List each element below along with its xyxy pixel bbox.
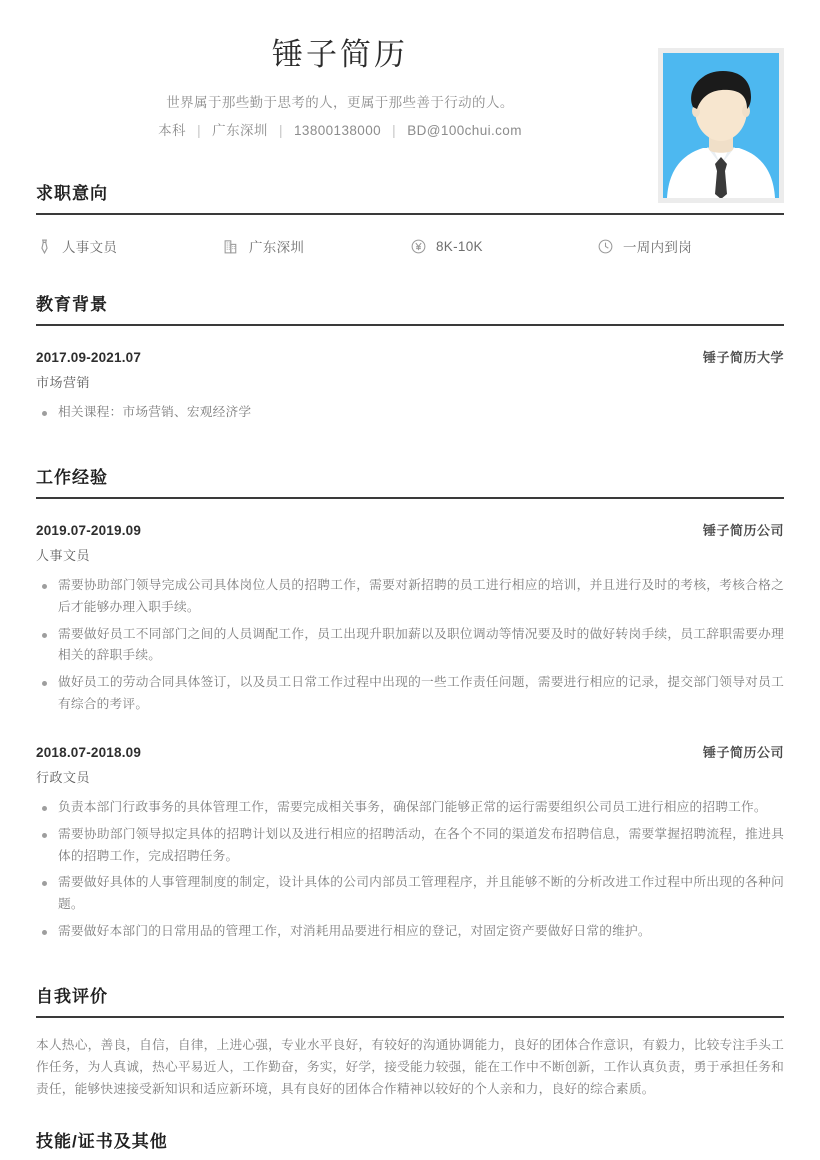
work-date: 2019.07-2019.09 — [36, 522, 142, 538]
contact-separator: | — [392, 123, 397, 139]
list-item: 做好员工的劳动合同具体签订，以及员工日常工作过程中出现的一些工作责任问题，需要进行相应的记录，提交部门领导对员工有综合的考评。 — [36, 672, 784, 716]
section-title-job-intent: 求职意向 — [36, 184, 108, 203]
spacer — [36, 429, 784, 459]
job-intent-location — [223, 236, 410, 256]
yen-icon — [410, 238, 427, 255]
tie-icon — [36, 238, 53, 255]
work-date: 2018.07-2018.09 — [36, 744, 142, 760]
work-position: 行政文员 — [36, 769, 91, 785]
section-self-evaluation — [36, 982, 784, 1101]
contact-location: 广东深圳 — [212, 123, 268, 139]
section-work-experience — [36, 463, 784, 943]
work-entry — [36, 499, 784, 716]
contact-email: BD@100chui.com — [407, 123, 522, 139]
work-bullets — [36, 797, 784, 943]
spacer — [36, 1101, 784, 1123]
list-item: 需要协助部门领导完成公司具体岗位人员的招聘工作，需要对新招聘的员工进行相应的培训，并且进行及时的考核，考核合格之后才能够办理入职手续。 — [36, 575, 784, 619]
work-company: 锤子简历公司 — [702, 522, 784, 538]
education-bullets — [36, 402, 784, 424]
job-intent-salary-label: 8K-10K — [436, 238, 483, 254]
education-entry — [36, 326, 784, 424]
resume-header — [36, 0, 784, 175]
work-entry — [36, 721, 784, 943]
work-company: 锤子简历公司 — [702, 744, 784, 760]
work-position: 人事文员 — [36, 547, 91, 563]
personal-motto: 世界属于那些勤于思考的人，更属于那些善于行动的人。 — [166, 94, 514, 110]
job-intent-position-label: 人事文员 — [62, 240, 118, 255]
section-divider — [36, 1016, 784, 1018]
job-intent-row — [36, 215, 784, 286]
contact-education-level: 本科 — [158, 123, 186, 139]
candidate-name: 锤子简历 — [272, 37, 408, 72]
avatar-photo — [663, 53, 779, 198]
spacer — [36, 948, 784, 978]
work-bullets — [36, 575, 784, 716]
work-entry-head — [36, 742, 784, 761]
job-intent-position — [36, 236, 223, 256]
list-item: 需要做好本部门的日常用品的管理工作，对消耗用品要进行相应的登记，对固定资产要做好日常的维护。 — [36, 921, 784, 943]
education-major: 市场营销 — [36, 375, 91, 390]
list-item: 相关课程：市场营销、宏观经济学 — [36, 402, 784, 424]
education-entry-head — [36, 347, 784, 366]
education-date: 2017.09-2021.07 — [36, 350, 142, 365]
clock-icon — [597, 238, 614, 255]
contact-phone: 13800138000 — [294, 123, 382, 139]
work-entry-head — [36, 520, 784, 539]
job-intent-availability — [597, 236, 784, 256]
list-item: 需要协助部门领导拟定具体的招聘计划以及进行相应的招聘活动，在各个不同的渠道发布招聘信息，需要掌握招聘流程，推进具体的招聘工作，完成招聘任务。 — [36, 824, 784, 868]
building-icon — [223, 238, 240, 255]
list-item: 需要做好员工不同部门之间的人员调配工作，员工出现升职加薪以及职位调动等情况要及时的做好转岗手续，员工辞职需要办理相关的辞职手续。 — [36, 624, 784, 668]
job-intent-location-label: 广东深圳 — [249, 240, 305, 255]
self-evaluation-text: 本人热心，善良，自信，自律，上进心强，专业水平良好，有较好的沟通协调能力，良好的团体合作意识，有毅力，比较专注手头工作任务，为人真诚，热心平易近人，工作勤奋，务实，好学，接受能力较强，能在工作中不断创新，工作认真负责，勇于承担任务和责任，能够快速接受新知识和适应新环境，具有良好的团体合作精神以较好的个人亲和力，良好的综合素质。 — [36, 1037, 784, 1096]
section-skills — [36, 1127, 784, 1160]
section-title-education: 教育背景 — [36, 295, 108, 314]
contact-line — [36, 120, 644, 142]
section-title-self-evaluation: 自我评价 — [36, 986, 108, 1006]
job-intent-availability-label: 一周内到岗 — [623, 240, 692, 255]
list-item: 需要做好具体的人事管理制度的制定，设计具体的公司内部员工管理程序，并且能够不断的分析改进工作过程中所出现的各种问题。 — [36, 872, 784, 916]
list-item: 负责本部门行政事务的具体管理工作，需要完成相关事务，确保部门能够正常的运行需要组织公司员工进行相应的招聘工作。 — [36, 797, 784, 819]
job-intent-salary — [410, 236, 597, 256]
contact-separator: | — [197, 123, 202, 139]
contact-separator: | — [278, 123, 283, 139]
section-title-skills: 技能/证书及其他 — [36, 1131, 168, 1151]
photo-frame — [658, 48, 784, 203]
section-title-work: 工作经验 — [36, 467, 108, 487]
section-education — [36, 290, 784, 424]
education-school: 锤子简历大学 — [702, 350, 784, 365]
